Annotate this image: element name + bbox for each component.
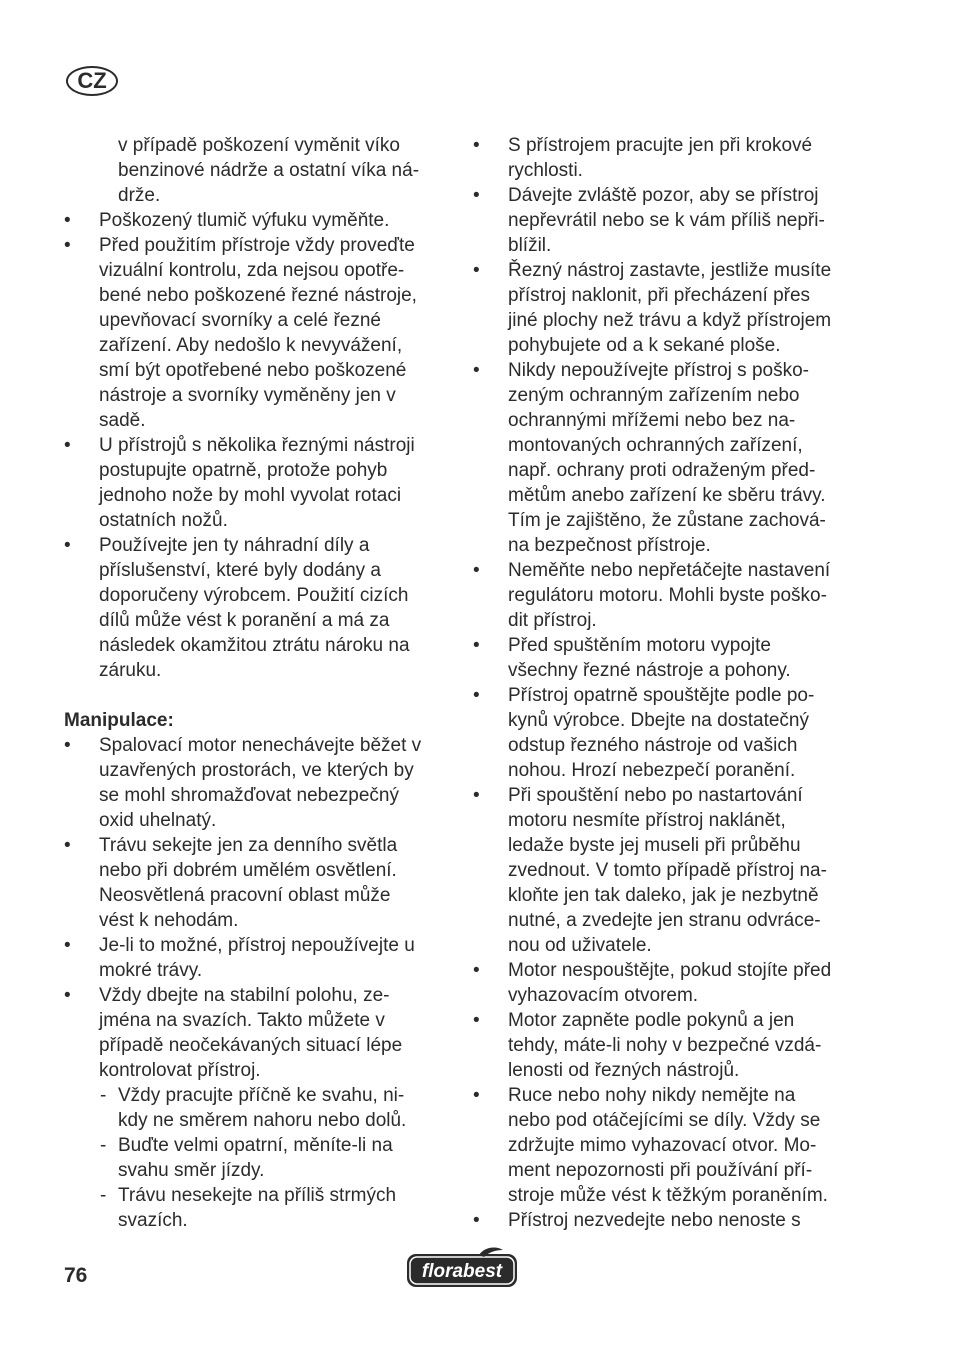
text-line: kynů výrobce. Dbejte na dostatečný — [508, 710, 810, 731]
florabest-logo — [405, 1246, 519, 1290]
text-line: Spalovací motor nenechávejte běžet v — [99, 735, 422, 756]
text-line: regulátoru motoru. Mohli byste poško- — [508, 585, 827, 606]
bullet-marker: • — [473, 960, 480, 981]
bullet-marker: • — [64, 835, 71, 856]
text-line: příslušenství, které byly dodány a — [99, 560, 381, 581]
list-item — [473, 133, 865, 183]
text-line: stroje může vést k těžkým poraněním. — [508, 1185, 828, 1206]
brand-logo-graphic — [405, 1246, 519, 1290]
list-item — [473, 633, 865, 683]
text-line: kontrolovat přístroj. — [99, 1060, 261, 1081]
text-line: Přístroj opatrně spouštějte podle po- — [508, 685, 815, 706]
text-line: nou od uživatele. — [508, 935, 652, 956]
list-item — [473, 258, 865, 358]
list-item — [473, 1208, 865, 1233]
text-line: svahu směr jízdy. — [118, 1160, 265, 1181]
list-item — [473, 1008, 865, 1083]
sub-list-item — [64, 1183, 450, 1233]
text-line: přístroj naklonit, při přecházení přes — [508, 285, 811, 306]
text-line: benzinové nádrže a ostatní víka ná- — [118, 160, 420, 181]
sub-list-item — [64, 1133, 450, 1183]
list-item — [64, 833, 450, 933]
paragraph-gap — [64, 683, 450, 708]
text-line: blížil. — [508, 235, 552, 256]
bullet-marker: • — [64, 535, 71, 556]
text-line: Před použitím přístroje vždy proveďte — [99, 235, 415, 256]
list-item — [473, 183, 865, 258]
text-line: bené nebo poškozené řezné nástroje, — [99, 285, 417, 306]
text-line: postupujte opatrně, protože pohyb — [99, 460, 388, 481]
list-item — [64, 433, 450, 533]
text-line: motoru nesmíte přístroj naklánět, — [508, 810, 786, 831]
text-line: Trávu nesekejte na příliš strmých — [118, 1185, 397, 1206]
text-line: Vždy dbejte na stabilní polohu, ze- — [99, 985, 390, 1006]
text-line: zařízení. Aby nedošlo k nevyvážení, — [99, 335, 403, 356]
text-line: nepřevrátil nebo se k vám příliš nepři- — [508, 210, 825, 231]
text-line: v případě poškození vyměnit víko — [118, 135, 400, 156]
list-item — [473, 1083, 865, 1208]
text-line: sadě. — [99, 410, 146, 431]
text-line: uzavřených prostorách, ve kterých by — [99, 760, 414, 781]
list-item — [64, 733, 450, 833]
text-line: se mohl shromažďovat nebezpečný — [99, 785, 400, 806]
dash-marker: - — [100, 1085, 107, 1106]
list-item — [473, 358, 865, 558]
list-item — [64, 983, 450, 1083]
text-line: doporučeny výrobcem. Použití cizích — [99, 585, 409, 606]
text-line: Neosvětlená pracovní oblast může — [99, 885, 391, 906]
text-line: Poškozený tlumič výfuku vyměňte. — [99, 210, 390, 231]
text-line: nutné, a zvedejte jen stranu odvráce- — [508, 910, 821, 931]
text-line: rychlosti. — [508, 160, 583, 181]
text-line: kloňte jen tak daleko, jak je nezbytně — [508, 885, 819, 906]
text-line: vést k nehodám. — [99, 910, 239, 931]
left-column — [64, 133, 450, 1233]
text-line: mětům anebo zařízení ke sběru trávy. — [508, 485, 826, 506]
text-line: Nikdy nepoužívejte přístroj s poško- — [508, 360, 809, 381]
bullet-marker: • — [64, 735, 71, 756]
text-line: nebo při dobrém umělém osvětlení. — [99, 860, 397, 881]
bullet-marker: • — [473, 135, 480, 156]
text-line: Motor nespouštějte, pokud stojíte před — [508, 960, 832, 981]
text-line: U přístrojů s několika řeznými nástroji — [99, 435, 415, 456]
text-line: lenosti od řezných nástrojů. — [508, 1060, 740, 1081]
text-line: Přístroj nezvedejte nebo nenoste s — [508, 1210, 801, 1231]
text-line: zvednout. V tomto případě přístroj na- — [508, 860, 827, 881]
right-column — [473, 133, 865, 1233]
text-line: smí být opotřebené nebo poškozené — [99, 360, 407, 381]
bullet-marker: • — [473, 1210, 480, 1231]
list-item — [64, 233, 450, 433]
bullet-marker: • — [473, 260, 480, 281]
bullet-marker: • — [64, 210, 71, 231]
text-line: Trávu sekejte jen za denního světla — [99, 835, 398, 856]
list-item — [473, 558, 865, 633]
bullet-marker: • — [473, 785, 480, 806]
text-line: vyhazovacím otvorem. — [508, 985, 699, 1006]
text-line: Vždy pracujte příčně ke svahu, ni- — [118, 1085, 405, 1106]
text-line: Dávejte zvláště pozor, aby se přístroj — [508, 185, 819, 206]
sub-list-item — [64, 1083, 450, 1133]
page-number: 76 — [64, 1264, 88, 1287]
list-item — [473, 958, 865, 1008]
text-line: kdy ne směrem nahoru nebo dolů. — [118, 1110, 407, 1131]
text-line: jednoho nože by mohl vyvolat rotaci — [99, 485, 402, 506]
text-line: svazích. — [118, 1210, 188, 1231]
text-line: nebo pod otáčejícími se díly. Vždy se — [508, 1110, 821, 1131]
text-line: tehdy, máte-li nohy v bezpečné vzdá- — [508, 1035, 822, 1056]
text-line: montovaných ochranných zařízení, — [508, 435, 803, 456]
dash-marker: - — [100, 1185, 107, 1206]
bullet-marker: • — [64, 985, 71, 1006]
text-line: např. ochrany proti odraženým před- — [508, 460, 816, 481]
text-line: upevňovací svorníky a celé řezné — [99, 310, 381, 331]
language-label: CZ — [77, 68, 107, 93]
text-line: na bezpečnost přístroje. — [508, 535, 711, 556]
text-line: následek okamžitou ztrátu nároku na — [99, 635, 410, 656]
dash-marker: - — [100, 1135, 107, 1156]
list-item — [64, 933, 450, 983]
text-line: nohou. Hrozí nebezpečí poranění. — [508, 760, 796, 781]
bullet-marker: • — [64, 935, 71, 956]
text-line: Motor zapněte podle pokynů a jen — [508, 1010, 795, 1031]
text-line: ledaže byste jej museli při průběhu — [508, 835, 801, 856]
text-line: Tím je zajištěno, že zůstane zachová- — [508, 510, 826, 531]
text-line: dílů může vést k poranění a má za — [99, 610, 390, 631]
text-line: ochrannými mřížemi nebo bez na- — [508, 410, 796, 431]
text-line: Při spouštění nebo po nastartování — [508, 785, 803, 806]
text-line: vizuální kontrolu, zda nejsou opotře- — [99, 260, 405, 281]
text-line: Ruce nebo nohy nikdy nemějte na — [508, 1085, 796, 1106]
list-item — [473, 783, 865, 958]
text-line: případě neočekávaných situací lépe — [99, 1035, 403, 1056]
language-badge — [66, 66, 118, 96]
text-line: Neměňte nebo nepřetáčejte nastavení — [508, 560, 831, 581]
text-line: oxid uhelnatý. — [99, 810, 217, 831]
text-line: všechny řezné nástroje a pohony. — [508, 660, 791, 681]
text-line: Buďte velmi opatrní, měníte-li na — [118, 1135, 393, 1156]
text-line: záruku. — [99, 660, 162, 681]
text-line: Je-li to možné, přístroj nepoužívejte u — [99, 935, 415, 956]
text-line: jména na svazích. Takto můžete v — [99, 1010, 385, 1031]
text-line: S přístrojem pracujte jen při krokové — [508, 135, 813, 156]
text-line: zdržujte mimo vyhazovací otvor. Mo- — [508, 1135, 817, 1156]
bullet-marker: • — [64, 435, 71, 456]
text-line: Řezný nástroj zastavte, jestliže musíte — [508, 260, 832, 281]
text-line: nástroje a svorníky vyměněny jen v — [99, 385, 396, 406]
bullet-marker: • — [473, 1085, 480, 1106]
text-line: zeným ochranným zařízením nebo — [508, 385, 800, 406]
bullet-marker: • — [473, 560, 480, 581]
text-line: odstup řezného nástroje od vašich — [508, 735, 798, 756]
logo-text: florabest — [421, 1261, 503, 1282]
bullet-marker: • — [473, 185, 480, 206]
list-item — [64, 208, 450, 233]
section-heading: Manipulace: — [64, 710, 174, 731]
text-line: pohybujete od a k sekané ploše. — [508, 335, 781, 356]
text-line: dit přístroj. — [508, 610, 597, 631]
text-line: jiné plochy než trávu a když přístrojem — [508, 310, 832, 331]
bullet-marker: • — [473, 635, 480, 656]
text-line: Používejte jen ty náhradní díly a — [99, 535, 370, 556]
bullet-marker: • — [64, 235, 71, 256]
bullet-marker: • — [473, 685, 480, 706]
text-line: ment nepozornosti při používání pří- — [508, 1160, 813, 1181]
bullet-marker: • — [473, 360, 480, 381]
text-line: Před spuštěním motoru vypojte — [508, 635, 771, 656]
text-line: mokré trávy. — [99, 960, 203, 981]
text-line: ostatních nožů. — [99, 510, 228, 531]
bullet-marker: • — [473, 1010, 480, 1031]
list-item — [473, 683, 865, 783]
text-line: drže. — [118, 185, 161, 206]
list-item — [64, 533, 450, 683]
